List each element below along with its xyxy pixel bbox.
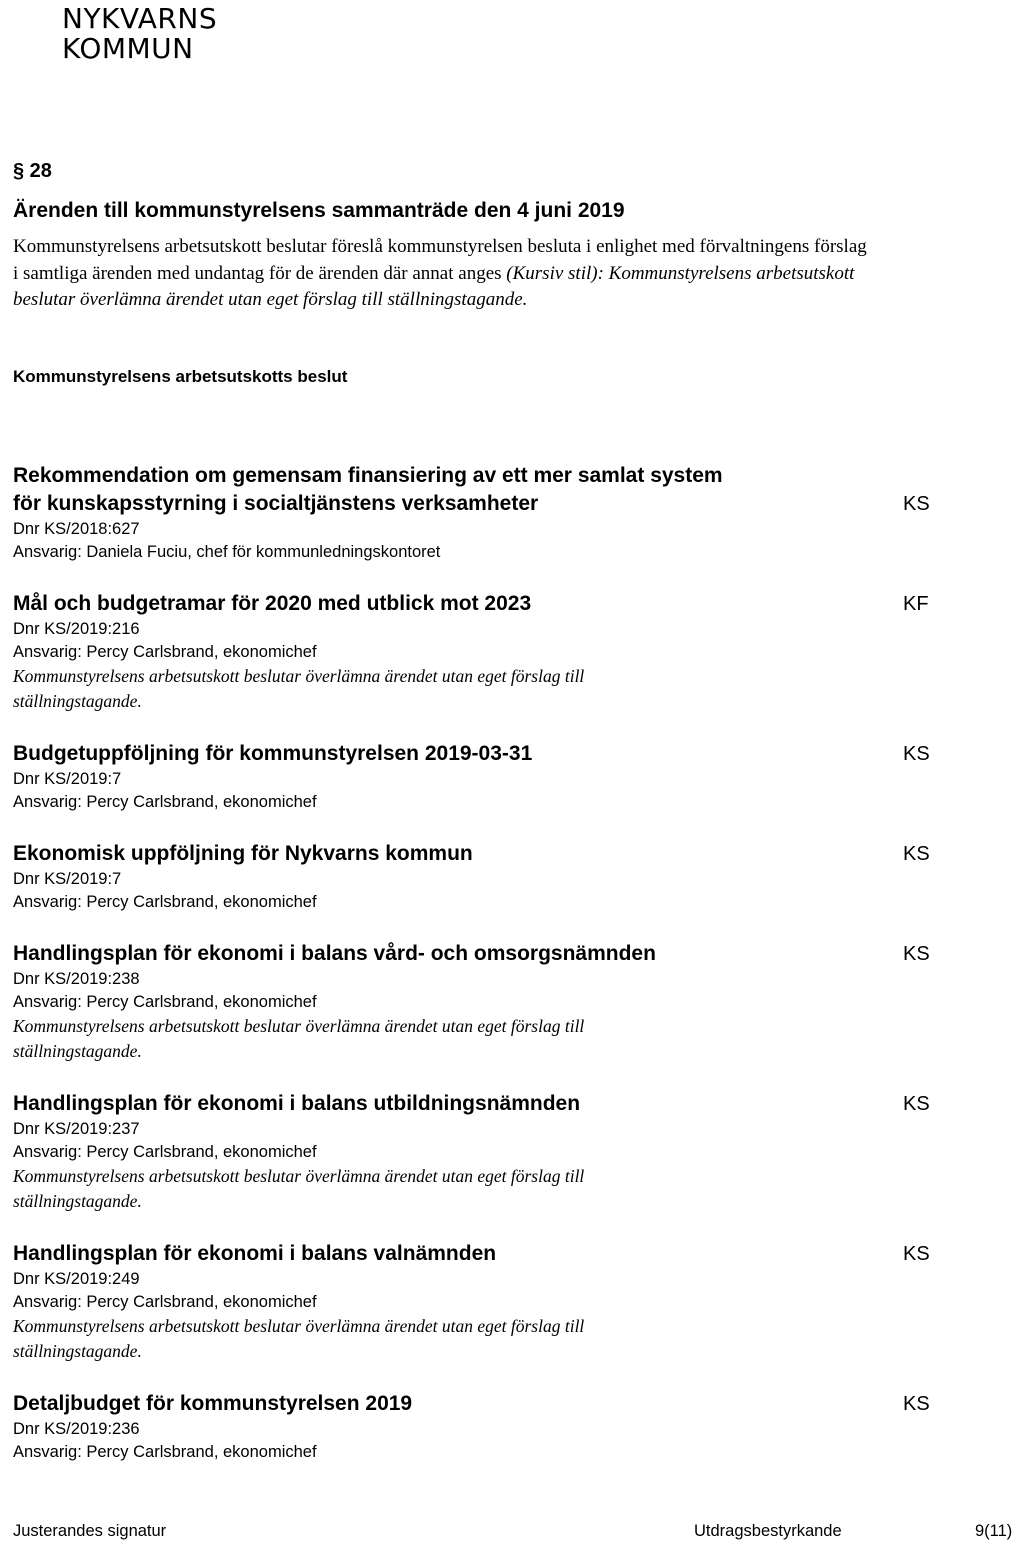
agenda-item-note: Kommunstyrelsens arbetsutskott beslutar överlämna ärendet utan eget förslag till ställningstagande.: [13, 666, 585, 711]
agenda-item: [13, 1090, 943, 1214]
agenda-item-code: KS: [903, 1243, 930, 1265]
agenda-item-code: KF: [903, 593, 929, 615]
intro-italic-text: (Kursiv stil): Kommunstyrelsens arbetsutskott beslutar överlämna ärendet utan eget förslag till ställningstagande.: [13, 262, 855, 310]
intro-paragraph: [13, 234, 873, 314]
logo-line-2: KOMMUN: [62, 32, 194, 65]
agenda-item-responsible: Ansvarig: Percy Carlsbrand, ekonomichef: [13, 993, 317, 1011]
agenda-item-title: Detaljbudget för kommunstyrelsen 2019: [13, 1392, 413, 1415]
agenda-item-title: Handlingsplan för ekonomi i balans utbildningsnämnden: [13, 1092, 581, 1115]
certification-label: Utdragsbestyrkande: [694, 1522, 842, 1540]
agenda-item-responsible: Ansvarig: Percy Carlsbrand, ekonomichef: [13, 643, 317, 661]
agenda-item-note: Kommunstyrelsens arbetsutskott beslutar överlämna ärendet utan eget förslag till ställningstagande.: [13, 1016, 585, 1061]
agenda-item-dnr: Dnr KS/2019:7: [13, 870, 122, 888]
municipality-logo: [62, 4, 217, 64]
logo-line-1: NYKVARNS: [62, 2, 218, 35]
agenda-item-dnr: Dnr KS/2019:236: [13, 1420, 140, 1438]
agenda-list: [13, 462, 943, 1464]
page-number: 9(11): [975, 1522, 1013, 1540]
agenda-item-title: Handlingsplan för ekonomi i balans vård- och omsorgsnämnden: [13, 942, 656, 965]
agenda-item-title: Rekommendation om gemensam finansiering av ett mer samlat system för kunskapsstyrning i socialtjänstens verksamheter: [13, 464, 723, 515]
agenda-item: [13, 1240, 943, 1364]
agenda-item-responsible: Ansvarig: Percy Carlsbrand, ekonomichef: [13, 893, 317, 911]
agenda-item-code: KS: [903, 743, 930, 765]
agenda-item-code: KS: [903, 493, 930, 515]
agenda-item: [13, 1390, 943, 1464]
agenda-item-code: KS: [903, 843, 930, 865]
agenda-item-responsible: Ansvarig: Percy Carlsbrand, ekonomichef: [13, 793, 317, 811]
agenda-item-dnr: Dnr KS/2019:7: [13, 770, 122, 788]
agenda-item: [13, 940, 943, 1064]
agenda-item-dnr: Dnr KS/2018:627: [13, 520, 140, 538]
agenda-item-dnr: Dnr KS/2019:237: [13, 1120, 140, 1138]
page-title: Ärenden till kommunstyrelsens sammanträde den 4 juni 2019: [13, 199, 625, 222]
agenda-item-responsible: Ansvarig: Daniela Fuciu, chef för kommunledningskontoret: [13, 543, 441, 561]
agenda-item-dnr: Dnr KS/2019:249: [13, 1270, 140, 1288]
agenda-item-title: Ekonomisk uppföljning för Nykvarns kommun: [13, 842, 473, 865]
agenda-item-code: KS: [903, 1093, 930, 1115]
agenda-item-dnr: Dnr KS/2019:216: [13, 620, 140, 638]
agenda-item-title: Handlingsplan för ekonomi i balans valnämnden: [13, 1242, 497, 1265]
agenda-item-code: KS: [903, 1393, 930, 1415]
agenda-item-responsible: Ansvarig: Percy Carlsbrand, ekonomichef: [13, 1293, 317, 1311]
signature-label: Justerandes signatur: [13, 1522, 167, 1540]
agenda-item-responsible: Ansvarig: Percy Carlsbrand, ekonomichef: [13, 1143, 317, 1161]
agenda-item-code: KS: [903, 943, 930, 965]
agenda-item-note: Kommunstyrelsens arbetsutskott beslutar överlämna ärendet utan eget förslag till ställningstagande.: [13, 1316, 585, 1361]
agenda-item: [13, 462, 943, 564]
intro-text: Kommunstyrelsens arbetsutskott beslutar föreslå kommunstyrelsen besluta i enlighet med förvaltningens förslag i samtliga ärenden med undantag för de ärenden där annat anges: [13, 236, 867, 284]
decision-heading: Kommunstyrelsens arbetsutskotts beslut: [13, 367, 348, 386]
agenda-item-title: Budgetuppföljning för kommunstyrelsen 2019-03-31: [13, 742, 533, 765]
agenda-item: [13, 840, 943, 914]
agenda-item: [13, 590, 943, 714]
agenda-item-title: Mål och budgetramar för 2020 med utblick mot 2023: [13, 592, 532, 615]
agenda-item-note: Kommunstyrelsens arbetsutskott beslutar överlämna ärendet utan eget förslag till ställningstagande.: [13, 1166, 585, 1211]
paragraph-number: § 28: [13, 160, 52, 182]
agenda-item: [13, 740, 943, 814]
agenda-item-responsible: Ansvarig: Percy Carlsbrand, ekonomichef: [13, 1443, 317, 1461]
agenda-item-dnr: Dnr KS/2019:238: [13, 970, 140, 988]
